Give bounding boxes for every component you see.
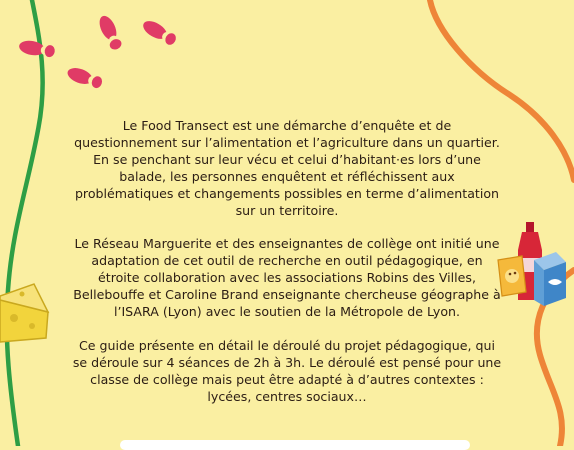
paragraph-partners: Le Réseau Marguerite et des enseignantes de collège ont initié une adaptation de cet outil de recherche en outil pédagogique, en étroite collaboration avec les associations Robins des Villes, Bellebouffe et Caroline Brand enseignante chercheuse géographe à l’ISARA (Lyon) avec le soutien de la Métropole de Lyon. (73, 236, 501, 320)
bottom-card (120, 440, 470, 450)
milk-carton-icon (534, 252, 566, 306)
cheese-icon (0, 284, 48, 342)
intro-text (72, 118, 502, 423)
chips-bag-icon (498, 256, 526, 296)
paragraph-intro: Le Food Transect est une démarche d’enquête et de questionnement sur l’alimentation et l’agriculture dans un quartier. En se penchant sur leur vécu et celui d’habitant·es lors d’une balade, les personnes enquêtent et réfléchissent aux problématiques et changements possibles en terme d’alimentation sur un territoire. (74, 118, 500, 218)
paragraph-guide: Ce guide présente en détail le déroulé du projet pédagogique, qui se déroule sur 4 séances de 2h à 3h. Le déroulé est pensé pour une classe de collège mais peut être adapté à d’autres contextes : lycées, centres sociaux… (72, 337, 502, 404)
green-path (7, 0, 43, 446)
